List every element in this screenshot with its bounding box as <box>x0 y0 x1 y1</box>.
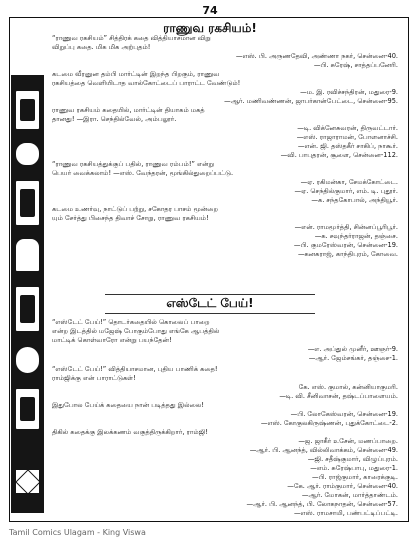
letter-text-line: ராணுவ ரகசியம் கதையில், மார்ட்டின் தியாகம் மகத் <box>52 106 205 114</box>
section-title-ranuva-ragasiyam: ராணுவ ரகசியம்! <box>163 21 257 35</box>
letter-text-line: “ராணுவ ரகசியத்துக்குப் பதில், ராணுவ ரம்பம்!” என்று <box>52 160 215 168</box>
reader-signature: —எஸ். ராஜாராமன், போளனாச்சி. <box>296 133 398 141</box>
reader-signature: —ஆர். ஜேம்சங்கர், தஞ்சை-1. <box>308 354 398 362</box>
reader-signature: —பி. லோகேஸ்வரன், சென்னை-19. <box>290 410 398 418</box>
letter-text-line: மாட்டிக் கொள்வாரோ என்று பயந்தேன்! <box>52 336 172 344</box>
letter-text-line: கடமை உணர்வு, நாட்டுப் பற்று, சகோதர பாசம் மூன்றை <box>52 205 218 213</box>
reader-signature: —ஆர். பி. ஆனந்த், பி. லோகநாதன், சென்னை-57. <box>246 500 398 508</box>
letter-text-line: இதுபோல பேய்க் கதையை நான் படித்தது இல்லை! <box>52 401 204 409</box>
letter-text-line: என்ற இடத்தில் மஜேஷ் போகும்போது எங்கே ஆபத்தில் <box>52 327 220 335</box>
letter-text-line: யும் சேர்த்து பிசைந்த திவாச் சோறு, ராணுவ ரகசியம்! <box>52 214 209 222</box>
page-number: 74 <box>202 4 218 17</box>
letter-text-line: கடமை வீரனுன தம்பி மார்ட்டின் இறந்த பிறகும், ராணுவ <box>52 70 220 78</box>
reader-signature: —க. சவுந்தர்ராஜன், தஞ்சை. <box>314 232 398 240</box>
letter-text-line: ராம்ஜிக்கு என் பாராட்டுகள்! <box>52 374 136 382</box>
letter-text-line: பெயர் வைக்கலாம்! —எஸ். வேந்தரன், மூங்கில்துறைப்பட்டு. <box>52 169 234 177</box>
stylized-letter-icon <box>14 345 41 375</box>
reader-signature: —என். ராமமூர்த்தி, சின்னப்பூரிபூர். <box>294 223 398 231</box>
reader-signature: —ஆர். பி. ஆனந்த், வில்லிவாக்கம், சென்னை-49. <box>249 446 398 454</box>
letter-text-line: ரகசியத்தை வெளியிடாத வால்கோட்டைப் பாராட்ட வேண்டும்! <box>52 79 241 87</box>
reader-signature: —டி. வி. சீனிவாசன், தஷ்டப்பாளையம். <box>279 392 398 400</box>
letter-text-line: “எஸ்டேட் பேய்!” வித்தியாசமான, புதிய பாணிக் கதை! <box>52 365 218 373</box>
reader-signature: கே. எஸ். குமால், கன்னியாகுமரி. <box>298 383 398 391</box>
reader-signature: —பி. குமரேஸ்வரன், சென்னை-19. <box>293 241 398 249</box>
reader-signature: —பி. ராஜ்குமார், காரைக்குடி. <box>311 473 398 481</box>
stylized-letter-icon <box>14 237 41 273</box>
reader-signature: —கே. ஆர். ராம்குமார், சென்னை-40. <box>287 482 398 490</box>
stylized-letter-icon <box>20 295 35 323</box>
letter-text-line: “ராணுவ ரகசியம்” சித்திரக் கதை வித்தியாசமான விறு <box>52 34 211 42</box>
stylized-letter-icon <box>20 189 35 217</box>
watermark-credit: Tamil Comics Ulagam - King Viswa <box>9 528 146 537</box>
reader-signature: —வி. பாபுதரன், சூளை, சென்னை-112. <box>280 151 398 159</box>
letter-text-line: “எஸ்டேட் பேய்!” தொடர்கதையில் கொலைப் பாறை <box>52 318 210 326</box>
reader-signature: —எ. அப்துல் முனீர், ஊஞர்-9. <box>307 345 398 353</box>
reader-signature: —ஏ. ரகிமன்கா, சேமக்கோட்டை. <box>300 178 398 186</box>
reader-signature: —க. சந்தகோபால், அந்தியூர். <box>311 196 398 204</box>
reader-signature: —டி. விக்னேசுவரன், திருவட்டார். <box>297 124 398 132</box>
decorative-title-band <box>11 75 44 513</box>
reader-signature: —ஜி. சதீஷ்குமார், விழுப்புரம். <box>307 455 398 463</box>
reader-signature: —பி. சுரேஷ், சாத்தப்பனேரி. <box>313 61 398 69</box>
reader-signature: —எஸ். கோகுலகிருஷ்ணன், புதுக்கோட்டை-2. <box>260 419 398 427</box>
stylized-letter-icon <box>14 141 41 167</box>
reader-signature: —எம். சுரேஷ்பாபு, மதுரை-1. <box>310 464 398 472</box>
reader-signature: —ஆர். மணிவண்ணன், ஜாபர்கான்பேட்டை, சென்னை-95. <box>224 97 398 105</box>
letter-text-line: விறுப்பு கதை. மிக மிக அற்புதம்! <box>52 43 151 51</box>
reader-signature: —ஆர். மோகன், மார்த்தாண்டம். <box>301 491 398 499</box>
section-title-estate-pey: எஸ்டேட் பேய்! <box>105 294 315 314</box>
reader-signature: —ஏ. செந்தில்குமார், எம். டி. புதூர். <box>294 187 398 195</box>
letter-text-line: தானது! —இரா. செந்தில்வேல், அம்பலூர். <box>52 115 177 123</box>
reader-signature: —எஸ். பி. அருணதேவி, அண்ணா நகர், சென்னை-40. <box>235 52 398 60</box>
reader-signature: —ஜ. ஜாகீர் உசேன், மணப்பாறை. <box>298 437 398 445</box>
reader-signature: —கனகராஜ், காந்திபுரம், கோவை. <box>297 250 398 258</box>
reader-signature: —ம. இ. ரவிச்சந்திரன், மதுரை-9. <box>300 88 398 96</box>
letter-text-line: திகில் கதைக்கு இலக்கணம் வகுத்திருக்கிறார், ராம்ஜி! <box>52 428 209 436</box>
reader-signature: —என். ஜி. தஸ்தகீர் சாகிப், நாகூர். <box>297 142 398 150</box>
stylized-letter-icon <box>20 99 35 121</box>
reader-signature: —எஸ். ராமசாமி, பண்பட்டிப்பட்டி. <box>293 509 398 517</box>
stylized-letter-icon <box>20 397 35 421</box>
envelope-icon <box>15 469 40 494</box>
